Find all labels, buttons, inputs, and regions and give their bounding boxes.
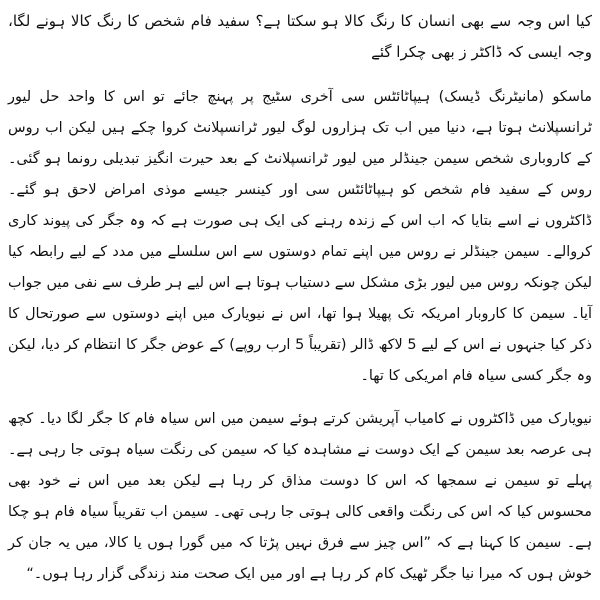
article-paragraph-2: نیویارک میں ڈاکٹروں نے کامیاب آپریشن کرتے ہوئے سیمن میں اس سیاہ فام کا جگر لگا دیا۔ کچھ ہی عرصہ بعد سیمن کے ایک دوست نے مشاہدہ کیا کہ سیمن کی رنگت سیاہ ہوتی جا رہی ہے۔ پہلے تو سیمن نے سمجھا کہ اس کا دوست مذاق کر رہا ہے لیکن بعد میں اس نے خود بھی محسوس کیا کہ اس کی رنگت واقعی کالی ہوتی جا رہی تھی۔ سیمن اب تقریباً سیاہ فام ہو چکا ہے۔ سیمن کا کہنا ہے کہ ”اس چیز سے فرق نہیں پڑتا کہ میں گورا ہوں یا کالا، میں یہ جان کر خوش ہوں کہ میرا نیا جگر ٹھیک کام کر رہا ہے اور میں ایک صحت مند زندگی گزار رہا ہوں۔“ bbox=[8, 411, 592, 582]
article-title: کیا اس وجہ سے بھی انسان کا رنگ کالا ہو سکتا ہے؟ سفید فام شخص کا رنگ کالا ہونے لگا، وجہ ایسی کہ ڈاکٹر ز بھی چکرا گئے bbox=[8, 12, 592, 61]
article-paragraph-1: ماسکو (مانیٹرنگ ڈیسک) ہیپاٹائٹس سی آخری سٹیج پر پہنچ جائے تو اس کا واحد حل لیور ٹرانسپلانٹ ہوتا ہے، دنیا میں اب تک ہزاروں لوگ لیور ٹرانسپلانٹ کروا چکے ہیں لیکن اب روس کے کاروباری شخص سیمن جینڈلر میں لیور ٹرانسپلانٹ کے بعد حیرت انگیز تبدیلی رونما ہو گئی۔ روس کے سفید فام شخص کو ہیپاٹائٹس سی اور کینسر جیسے موذی امراض لاحق ہو گئے۔ ڈاکٹروں نے اسے بتایا کہ اب اس کے زندہ رہنے کی ایک ہی صورت ہے کہ وہ جگر کی پیوند کاری کروالے۔ سیمن جینڈلر نے روس میں اپنے تمام دوستوں سے اس سلسلے میں مدد کے لیے رابطہ کیا لیکن چونکہ روس میں لیور بڑی مشکل سے دستیاب ہوتا ہے اس لیے ہر طرف سے نفی میں جواب آیا۔ سیمن کا کاروبار امریکہ تک پھیلا ہوا تھا، اس نے نیویارک میں اپنے دوستوں سے صورتحال کا ذکر کیا جنہوں نے اس کے لیے 5 لاکھ ڈالر (تقریباً 5 ارب روپے) کے عوض جگر کا انتظام کر دیا، لیکن وہ جگر کسی سیاہ فام امریکی کا تھا۔ bbox=[8, 89, 592, 384]
